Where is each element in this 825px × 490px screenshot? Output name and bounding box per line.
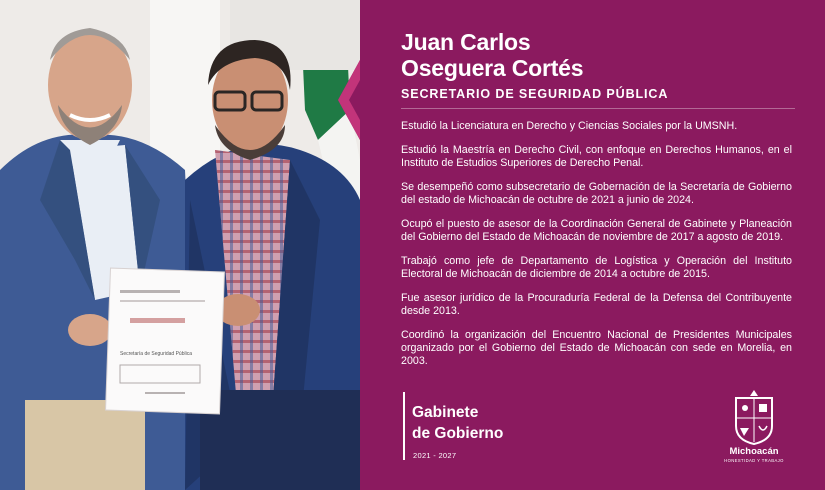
bio-paragraph: Coordinó la organización del Encuentro Nacional de Presidentes Municipales organizado por el Gobierno del Estado de Michoacán con sede en Morelia, en 2003.: [401, 328, 792, 368]
person-role: SECRETARIO DE SEGURIDAD PÚBLICA: [401, 87, 669, 101]
appointment-photo: [0, 0, 360, 490]
bio-paragraph: Estudió la Maestría en Derecho Civil, con enfoque en Derechos Humanos, en el Instituto de Estudios Superiores de Derecho Penal.: [401, 143, 792, 169]
chevron-accent: [330, 0, 390, 200]
footer-rule: [403, 392, 405, 460]
bio-paragraph: Ocupó el puesto de asesor de la Coordinación General de Gabinete y Planeación del Gobierno del Estado de Michoacán de noviembre de 2017 a agosto de 2019.: [401, 217, 792, 243]
header-divider: [401, 108, 795, 109]
name-line-2: Oseguera Cortés: [401, 55, 584, 81]
cabinet-period: 2021 - 2027: [413, 451, 457, 460]
cabinet-title-line-1: Gabinete: [412, 404, 479, 421]
logo-tagline: HONESTIDAD Y TRABAJO: [724, 458, 784, 463]
person-name: [401, 29, 801, 81]
name-line-1: Juan Carlos: [401, 29, 531, 55]
logo-wordmark: Michoacán: [729, 446, 779, 457]
photo-illustration: [0, 0, 360, 490]
biography: [401, 120, 792, 379]
appointment-document: [106, 268, 225, 414]
bio-paragraph: Se desempeñó como subsecretario de Gobernación de la Secretaría de Gobierno del estado de Michoacán de octubre de 2021 a junio de 2024.: [401, 180, 792, 206]
cabinet-title-line-2: de Gobierno: [412, 425, 504, 442]
bio-paragraph: Trabajó como jefe de Departamento de Logística y Operación del Instituto Electoral de Michoacán de diciembre de 2014 a octubre de 2015.: [401, 254, 792, 280]
bio-paragraph: Fue asesor jurídico de la Procuraduría Federal de la Defensa del Contribuyente desde 2013.: [401, 291, 792, 317]
cabinet-title: [412, 402, 503, 444]
document-title: Secretaría de Seguridad Pública: [120, 351, 192, 357]
bio-paragraph: Estudió la Licenciatura en Derecho y Ciencias Sociales por la UMSNH.: [401, 120, 738, 132]
trousers: [25, 400, 145, 490]
